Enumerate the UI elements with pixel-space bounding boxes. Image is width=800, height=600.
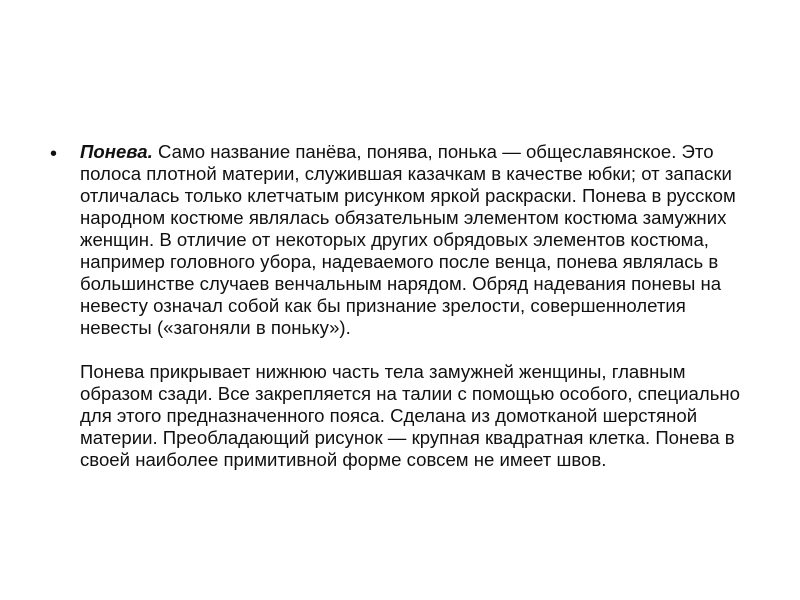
paragraph-2 xyxy=(80,361,750,471)
paragraph-2-text: Понева прикрывает нижнюю часть тела замужней женщины, главным образом сзади. Все закрепляется на талии с помощью особого, специально для этого предназначенного пояса. Сделана из домотканой шерстяной материи. Преобладающий рисунок — крупная квадратная клетка. Понева в своей наиболее примитивной форме совсем не имеет швов. xyxy=(80,361,740,470)
bullet-content xyxy=(80,141,750,471)
term-heading: Понева. xyxy=(80,141,153,162)
paragraph-1-text: Само название панёва, понява, понька — общеславянское. Это полоса плотной материи, служившая казачкам в качестве юбки; от запаски отличалась только клетчатым рисунком яркой раскраски. Понева в русском народном костюме являлась обязательным элементом костюма замужних женщин. В отличие от некоторых других обрядовых элементов костюма, например головного убора, надеваемого после венца, понева являлась в большинстве случаев венчальным нарядом. Обряд надевания поневы на невесту означал собой как бы признание зрелости, совершеннолетия невесты («загоняли в поньку»). xyxy=(80,141,736,338)
bullet-marker: • xyxy=(50,143,58,165)
paragraph-1 xyxy=(80,141,750,339)
bullet-item xyxy=(50,141,750,471)
